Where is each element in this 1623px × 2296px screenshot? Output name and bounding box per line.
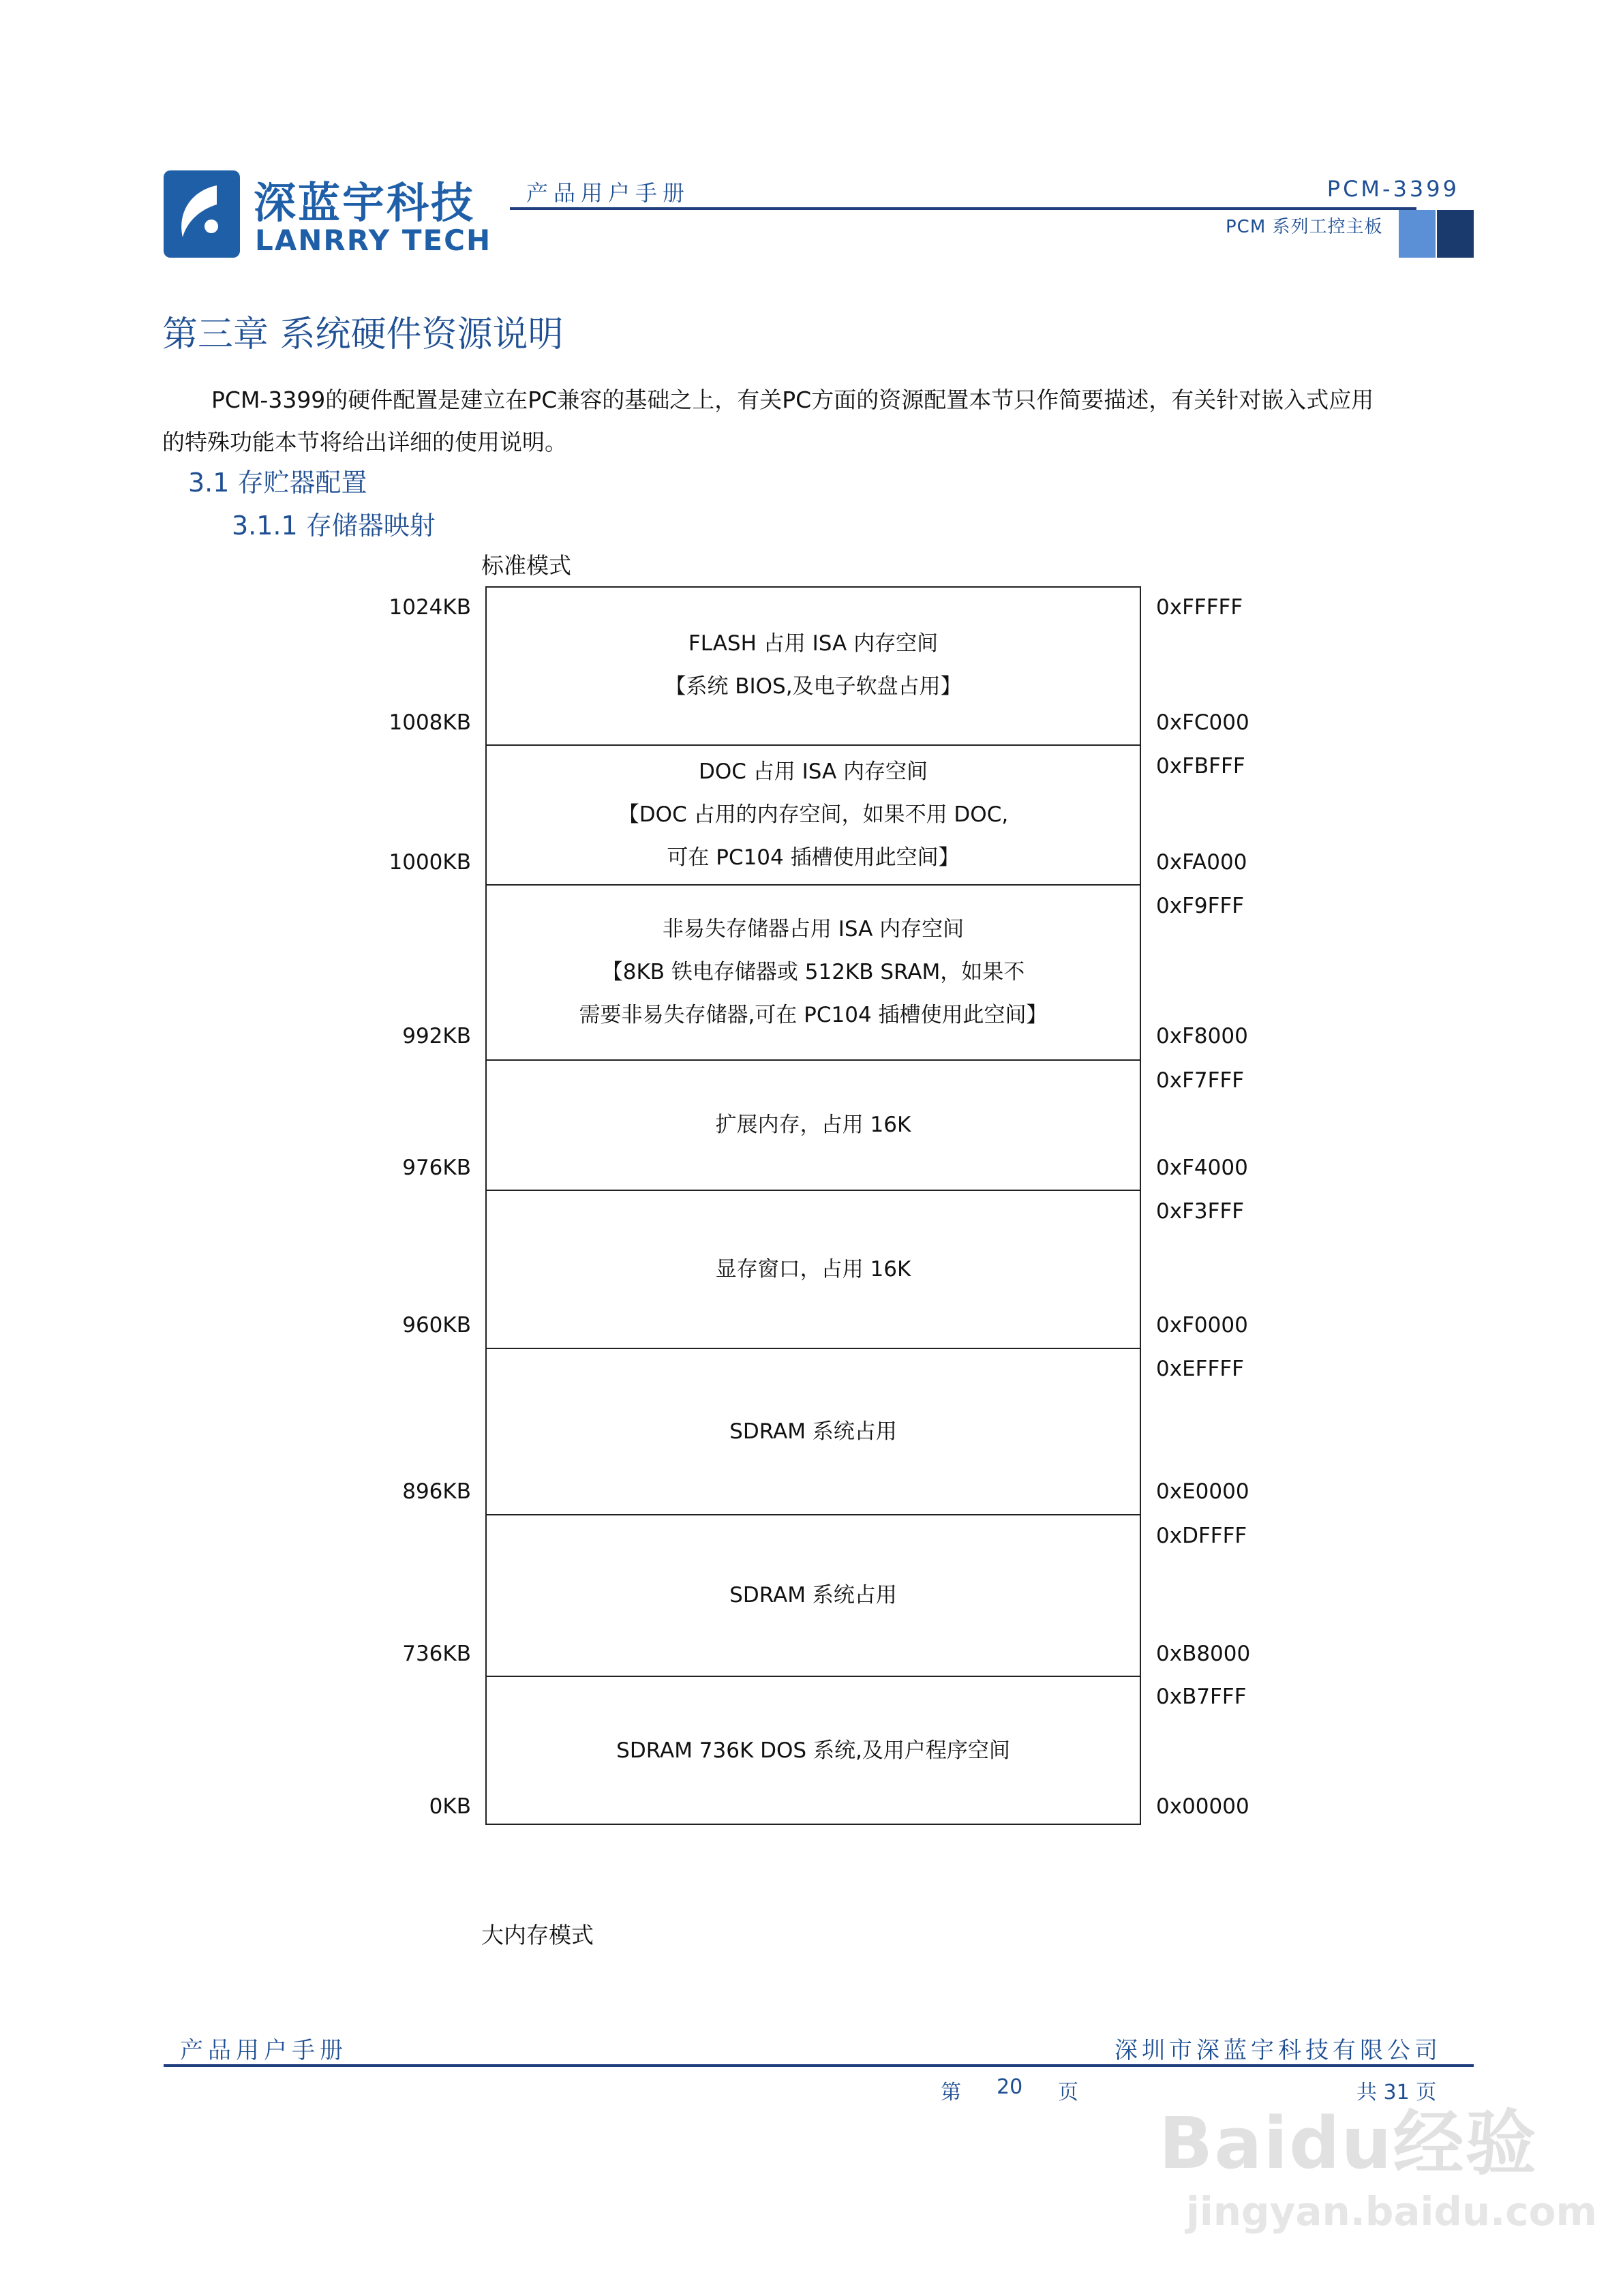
header-model: PCM-3399 — [1326, 176, 1459, 202]
footer-manual-title: 产品用户手册 — [180, 2037, 348, 2064]
kb-label: 1024KB — [389, 595, 471, 620]
hex-address-label: 0xB7FFF — [1156, 1685, 1247, 1709]
region-line: SDRAM 736K DOS 系统,及用户程序空间 — [616, 1738, 1010, 1763]
hex-address-label: 0xF3FFF — [1156, 1199, 1245, 1224]
kb-label: 896KB — [402, 1479, 471, 1504]
chapter-title: 第三章 系统硬件资源说明 — [162, 314, 564, 355]
header-accent-dark — [1437, 210, 1474, 258]
hex-address-label: 0xF0000 — [1156, 1313, 1248, 1338]
hex-address-label: 0xFA000 — [1156, 850, 1247, 875]
page-prefix: 第 — [941, 2081, 961, 2104]
watermark-url: jingyan.baidu.com — [1186, 2188, 1597, 2235]
standard-mode-label: 标准模式 — [481, 552, 571, 579]
memory-region-nonvolatile — [485, 884, 1141, 1059]
page-suffix: 页 — [1058, 2081, 1078, 2104]
memory-region-extended — [485, 1059, 1141, 1190]
intro-paragraph — [162, 379, 1493, 464]
company-logo-icon — [164, 170, 240, 258]
hex-address-label: 0xDFFFF — [1156, 1524, 1247, 1548]
header-manual-title: 产品用户手册 — [526, 180, 691, 206]
memory-region-sdram-1 — [485, 1348, 1141, 1514]
memory-region-flash — [485, 586, 1141, 744]
footer-company: 深圳市深蓝宇科技有限公司 — [1114, 2037, 1442, 2064]
region-line: 显存窗口，占用 16K — [715, 1256, 911, 1282]
section-title: 3.1 存贮器配置 — [188, 468, 367, 498]
hex-address-label: 0xF7FFF — [1156, 1068, 1245, 1093]
kb-label: 1008KB — [389, 710, 471, 735]
kb-label: 1000KB — [389, 850, 471, 875]
hex-address-label: 0xFBFFF — [1156, 754, 1245, 779]
kb-label: 960KB — [402, 1313, 471, 1338]
subsection-title: 3.1.1 存储器映射 — [232, 511, 436, 541]
region-line: FLASH 占用 ISA 内存空间 — [688, 631, 939, 656]
memory-region-dos — [485, 1676, 1141, 1825]
memory-region-sdram-2 — [485, 1514, 1141, 1676]
baidu-watermark — [1159, 2086, 1597, 2250]
hex-address-label: 0xFFFFF — [1156, 595, 1243, 620]
header-divider — [510, 207, 1416, 210]
region-line: 需要非易失存储器,可在 PC104 插槽使用此空间】 — [579, 1003, 1048, 1027]
region-line: SDRAM 系统占用 — [729, 1583, 897, 1607]
hex-address-label: 0xF4000 — [1156, 1155, 1248, 1180]
memory-region-doc — [485, 744, 1141, 884]
region-line: 【8KB 铁电存储器或 512KB SRAM，如果不 — [601, 960, 1025, 984]
header-series: PCM 系列工控主板 — [1226, 217, 1383, 237]
hex-address-label: 0xB8000 — [1156, 1642, 1251, 1666]
region-line: 【系统 BIOS,及电子软盘占用】 — [665, 674, 962, 699]
region-line: 扩展内存，占用 16K — [715, 1113, 911, 1137]
watermark-brand: Baidu经验 — [1159, 2102, 1538, 2185]
total-pages: 共 31 页 — [1356, 2081, 1437, 2104]
region-line: 可在 PC104 插槽使用此空间】 — [667, 845, 960, 870]
hex-address-label: 0xEFFFF — [1156, 1357, 1244, 1381]
header-accent-light — [1399, 210, 1436, 258]
intro-line-2: 的特殊功能本节将给出详细的使用说明。 — [162, 429, 567, 455]
kb-label: 0KB — [429, 1794, 471, 1819]
region-line: DOC 占用 ISA 内存空间 — [698, 759, 928, 784]
region-line: 非易失存储器占用 ISA 内存空间 — [662, 917, 965, 941]
memory-region-video-window — [485, 1190, 1141, 1348]
kb-label: 992KB — [402, 1024, 471, 1048]
big-memory-mode-label: 大内存模式 — [481, 1922, 594, 1948]
hex-address-label: 0xE0000 — [1156, 1479, 1249, 1504]
page-number: 20 — [997, 2075, 1023, 2099]
kb-label: 736KB — [402, 1642, 471, 1666]
footer-divider — [164, 2064, 1474, 2067]
kb-label: 976KB — [402, 1155, 471, 1180]
logo-english-name: LANRRY TECH — [255, 224, 492, 257]
region-line: SDRAM 系统占用 — [729, 1419, 897, 1444]
hex-address-label: 0x00000 — [1156, 1794, 1249, 1819]
hex-address-label: 0xFC000 — [1156, 710, 1249, 735]
intro-line-1: PCM-3399的硬件配置是建立在PC兼容的基础之上，有关PC方面的资源配置本节只作简要描述，有关针对嵌入式应用 — [211, 387, 1374, 413]
hex-address-label: 0xF9FFF — [1156, 894, 1245, 918]
hex-address-label: 0xF8000 — [1156, 1024, 1248, 1048]
region-line: 【DOC 占用的内存空间，如果不用 DOC, — [618, 802, 1009, 827]
logo-chinese-name: 深蓝宇科技 — [254, 178, 476, 228]
